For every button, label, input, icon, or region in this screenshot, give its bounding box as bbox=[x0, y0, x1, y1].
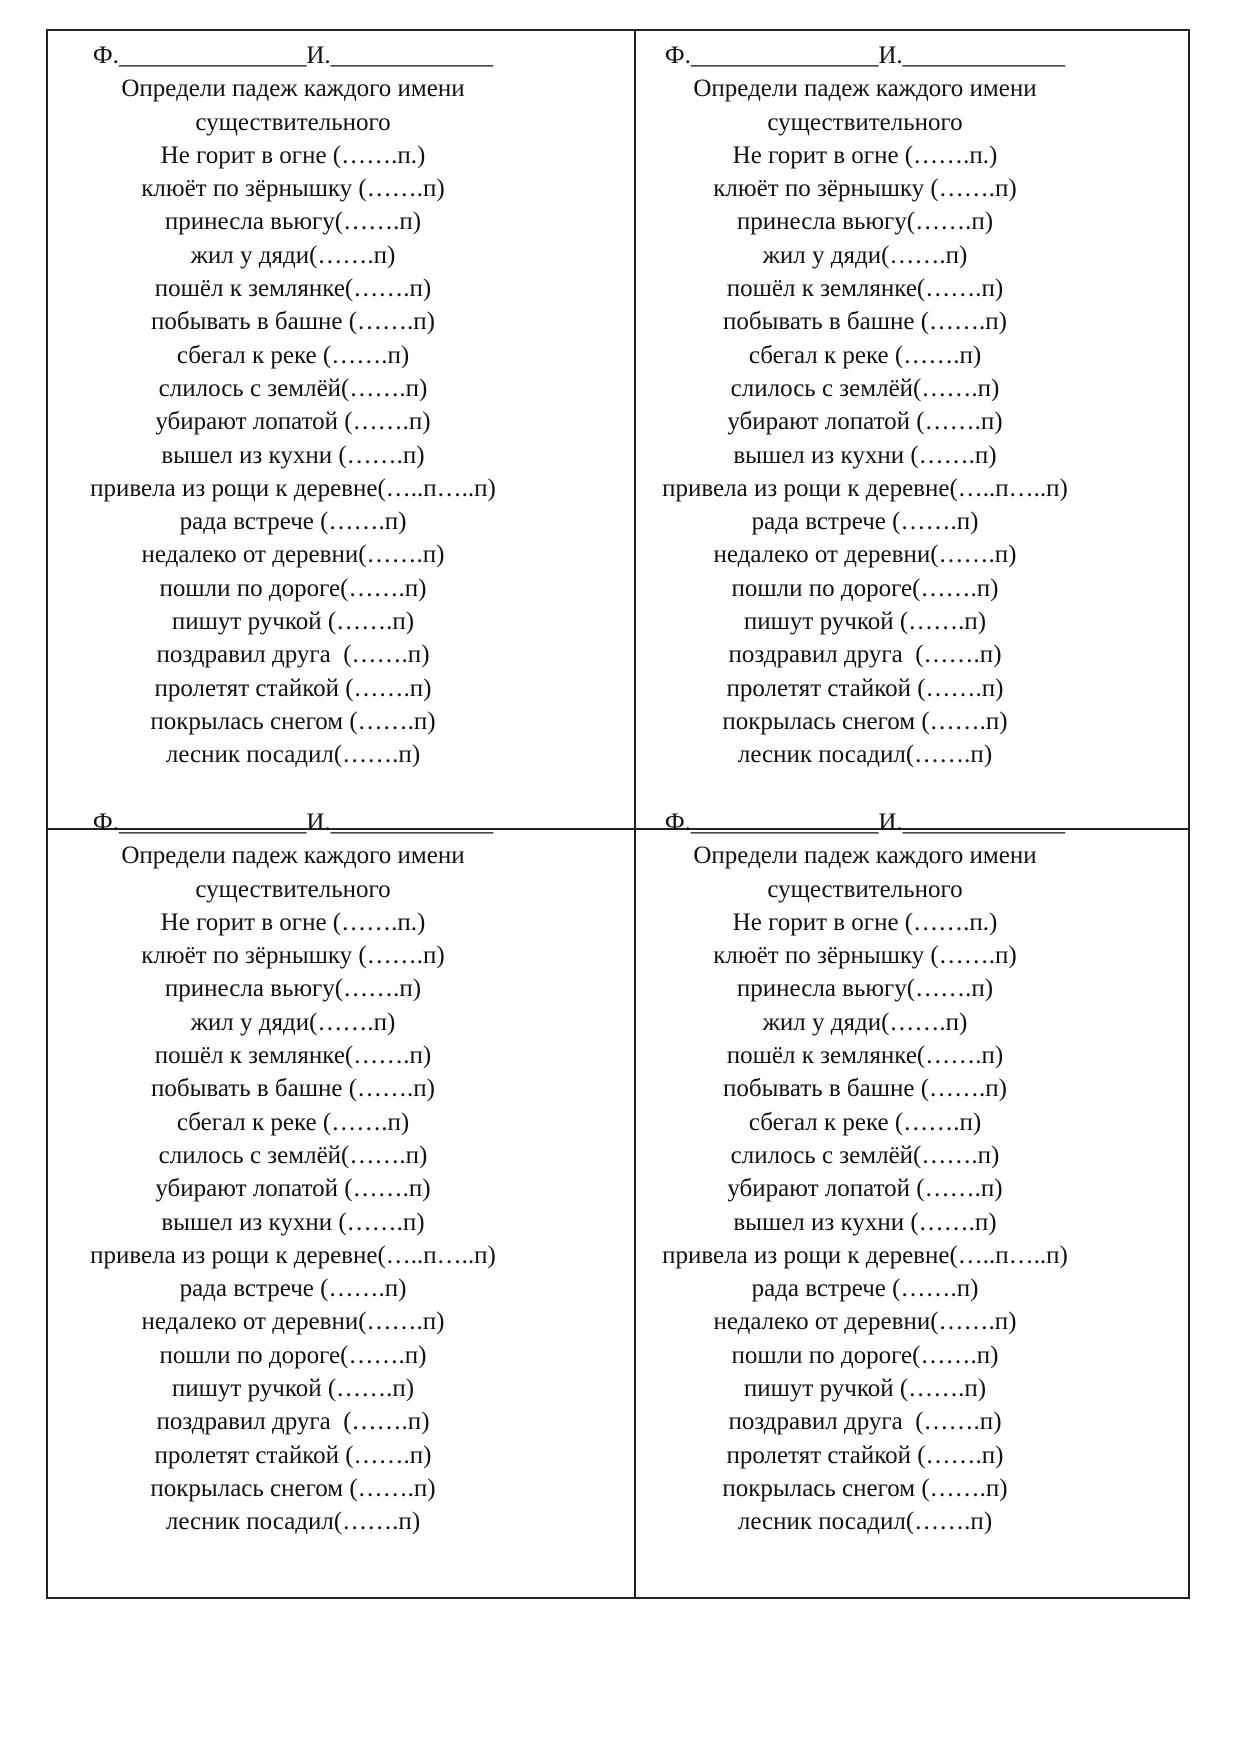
exercise-item: пошли по дороге(…….п) bbox=[731, 1341, 999, 1369]
exercise-item: убирают лопатой (…….п) bbox=[155, 1175, 431, 1203]
exercise-item: поздравил друга (…….п) bbox=[728, 1408, 1002, 1436]
exercise-item: пролетят стайкой (…….п) bbox=[726, 1441, 1004, 1469]
exercise-item: рада встрече (…….п) bbox=[751, 1275, 979, 1303]
exercise-item: вышел из кухни (…….п) bbox=[733, 1208, 997, 1236]
exercise-item: пишут ручкой (…….п) bbox=[171, 608, 415, 636]
exercise-item: пошёл к землянке(…….п) bbox=[154, 1042, 432, 1070]
exercise-item: рада встрече (…….п) bbox=[179, 508, 407, 536]
exercise-item: рада встрече (…….п) bbox=[179, 1275, 407, 1303]
exercise-item: лесник посадил(…….п) bbox=[165, 741, 421, 769]
instruction-line-1: Определи падеж каждого имени bbox=[693, 842, 1037, 870]
exercise-item: недалеко от деревни(…….п) bbox=[713, 1308, 1017, 1336]
exercise-item: пролетят стайкой (…….п) bbox=[154, 674, 432, 702]
exercise-item: сбегал к реке (…….п) bbox=[748, 341, 982, 369]
exercise-item: недалеко от деревни(…….п) bbox=[713, 541, 1017, 569]
exercise-item: вышел из кухни (…….п) bbox=[161, 1208, 425, 1236]
exercise-item: принесла вьюгу(…….п) bbox=[164, 975, 422, 1003]
exercise-item: пишут ручкой (…….п) bbox=[743, 608, 987, 636]
exercise-item: Не горит в огне (…….п.) bbox=[160, 908, 426, 936]
exercise-item: слилось с землёй(…….п) bbox=[158, 374, 428, 402]
worksheet-card bbox=[572, 806, 1158, 1539]
exercise-item: пролетят стайкой (…….п) bbox=[726, 674, 1004, 702]
exercise-item: сбегал к реке (…….п) bbox=[176, 341, 410, 369]
exercise-item: слилось с землёй(…….п) bbox=[730, 1141, 1000, 1169]
exercise-item: лесник посадил(…….п) bbox=[737, 741, 993, 769]
exercise-item: Не горит в огне (…….п.) bbox=[732, 908, 998, 936]
exercise-item: недалеко от деревни(…….п) bbox=[141, 1308, 445, 1336]
exercise-item: пролетят стайкой (…….п) bbox=[154, 1441, 432, 1469]
student-name-line: Ф._______________И._____________ bbox=[92, 809, 494, 836]
exercise-item: пишут ручкой (…….п) bbox=[171, 1375, 415, 1403]
instruction-line-2: существительного bbox=[767, 108, 963, 136]
exercise-item: поздравил друга (…….п) bbox=[156, 1408, 430, 1436]
worksheet-card bbox=[0, 806, 586, 1539]
exercise-item: пошёл к землянке(…….п) bbox=[726, 275, 1004, 303]
exercise-item: сбегал к реке (…….п) bbox=[748, 1108, 982, 1136]
exercise-item: покрылась снегом (…….п) bbox=[722, 1474, 1008, 1502]
student-name-line: Ф._______________И._____________ bbox=[664, 42, 1066, 69]
exercise-item: привела из рощи к деревне(…..п…..п) bbox=[90, 1241, 496, 1269]
exercise-item: рада встрече (…….п) bbox=[751, 508, 979, 536]
exercise-item: пишут ручкой (…….п) bbox=[743, 1375, 987, 1403]
exercise-item: недалеко от деревни(…….п) bbox=[141, 541, 445, 569]
exercise-item: жил у дяди(…….п) bbox=[190, 1008, 396, 1036]
exercise-item: убирают лопатой (…….п) bbox=[727, 408, 1003, 436]
exercise-item: покрылась снегом (…….п) bbox=[722, 707, 1008, 735]
exercise-item: побывать в башне (…….п) bbox=[150, 308, 436, 336]
exercise-item: слилось с землёй(…….п) bbox=[158, 1141, 428, 1169]
instruction-line-2: существительного bbox=[195, 875, 391, 903]
instruction-line-1: Определи падеж каждого имени bbox=[693, 75, 1037, 103]
exercise-item: принесла вьюгу(…….п) bbox=[736, 975, 994, 1003]
exercise-item: клюёт по зёрнышку (…….п) bbox=[713, 942, 1017, 970]
exercise-item: побывать в башне (…….п) bbox=[722, 308, 1008, 336]
exercise-item: пошёл к землянке(…….п) bbox=[154, 275, 432, 303]
exercise-item: поздравил друга (…….п) bbox=[156, 641, 430, 669]
exercise-item: вышел из кухни (…….п) bbox=[733, 441, 997, 469]
exercise-item: привела из рощи к деревне(…..п…..п) bbox=[90, 474, 496, 502]
exercise-item: клюёт по зёрнышку (…….п) bbox=[713, 175, 1017, 203]
exercise-item: пошли по дороге(…….п) bbox=[731, 574, 999, 602]
exercise-item: пошли по дороге(…….п) bbox=[159, 1341, 427, 1369]
instruction-line-2: существительного bbox=[195, 108, 391, 136]
worksheet-card bbox=[572, 39, 1158, 772]
exercise-item: привела из рощи к деревне(…..п…..п) bbox=[662, 474, 1068, 502]
exercise-item: привела из рощи к деревне(…..п…..п) bbox=[662, 1241, 1068, 1269]
exercise-item: слилось с землёй(…….п) bbox=[730, 374, 1000, 402]
exercise-item: клюёт по зёрнышку (…….п) bbox=[141, 942, 445, 970]
exercise-item: покрылась снегом (…….п) bbox=[150, 1474, 436, 1502]
exercise-item: принесла вьюгу(…….п) bbox=[164, 208, 422, 236]
exercise-item: пошли по дороге(…….п) bbox=[159, 574, 427, 602]
exercise-item: убирают лопатой (…….п) bbox=[727, 1175, 1003, 1203]
exercise-item: сбегал к реке (…….п) bbox=[176, 1108, 410, 1136]
exercise-item: Не горит в огне (…….п.) bbox=[160, 141, 426, 169]
exercise-item: покрылась снегом (…….п) bbox=[150, 707, 436, 735]
exercise-item: клюёт по зёрнышку (…….п) bbox=[141, 175, 445, 203]
exercise-item: побывать в башне (…….п) bbox=[722, 1075, 1008, 1103]
exercise-item: жил у дяди(…….п) bbox=[762, 1008, 968, 1036]
exercise-item: Не горит в огне (…….п.) bbox=[732, 141, 998, 169]
student-name-line: Ф._______________И._____________ bbox=[664, 809, 1066, 836]
worksheet-card bbox=[0, 39, 586, 772]
student-name-line: Ф._______________И._____________ bbox=[92, 42, 494, 69]
exercise-item: лесник посадил(…….п) bbox=[737, 1508, 993, 1536]
instruction-line-2: существительного bbox=[767, 875, 963, 903]
exercise-item: убирают лопатой (…….п) bbox=[155, 408, 431, 436]
instruction-line-1: Определи падеж каждого имени bbox=[121, 842, 465, 870]
exercise-item: пошёл к землянке(…….п) bbox=[726, 1042, 1004, 1070]
exercise-item: жил у дяди(…….п) bbox=[190, 241, 396, 269]
exercise-item: побывать в башне (…….п) bbox=[150, 1075, 436, 1103]
exercise-item: вышел из кухни (…….п) bbox=[161, 441, 425, 469]
exercise-item: принесла вьюгу(…….п) bbox=[736, 208, 994, 236]
exercise-item: жил у дяди(…….п) bbox=[762, 241, 968, 269]
instruction-line-1: Определи падеж каждого имени bbox=[121, 75, 465, 103]
exercise-item: лесник посадил(…….п) bbox=[165, 1508, 421, 1536]
exercise-item: поздравил друга (…….п) bbox=[728, 641, 1002, 669]
